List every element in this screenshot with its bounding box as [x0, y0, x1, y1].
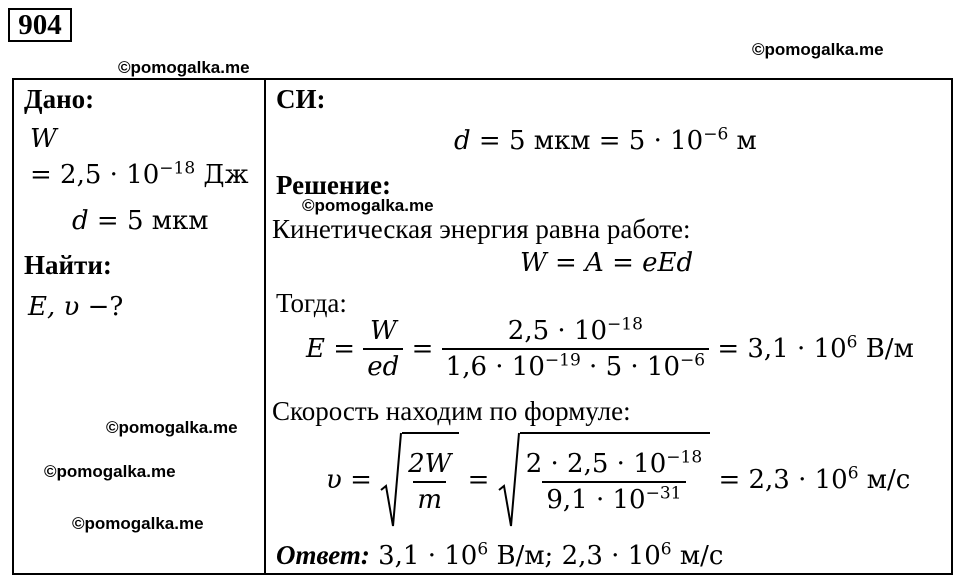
eq2-f1-den: m: [413, 481, 446, 515]
find-heading: Найти:: [24, 250, 112, 280]
watermark: ©pomogalka.me: [72, 514, 204, 533]
eq1-f2-num: $2,5 \cdot 10^{-18}$: [507, 314, 643, 346]
eq2-sqrt-1: [380, 432, 459, 528]
solution-line-2: Тогда:: [276, 288, 347, 318]
solution-line-3: Скорость находим по формуле:: [272, 396, 631, 426]
radical-sign-icon: [498, 432, 520, 528]
given-w-var: W: [30, 124, 57, 154]
eq1-equals: =: [411, 334, 434, 364]
solution-line-1: Кинетическая энергия равна работе:: [272, 214, 691, 244]
eq1-f1-den: ed: [363, 348, 403, 382]
watermark: ©pomogalka.me: [44, 462, 176, 481]
eq1-fraction-2: [442, 316, 709, 382]
eq1-f1-num: W: [369, 316, 397, 346]
radical-sign-icon: [380, 432, 402, 528]
eq2-lhs: υ =: [326, 465, 372, 495]
eq1-result: = $3,1 \cdot 10^6$ В/м: [717, 332, 914, 364]
eq2-f2-num: $2 \cdot 2,5 \cdot 10^{-18}$: [525, 447, 703, 479]
eq1-lhs: E =: [306, 334, 356, 364]
eq1-fraction-1: [363, 316, 403, 382]
eq2-f1-num: 2W: [408, 449, 452, 479]
problem-number: 904: [8, 8, 72, 42]
solution-heading: Решение:: [276, 170, 391, 200]
answer: Ответ: $3,1 \cdot 10^6$ В/м; $2,3 \cdot 10^6$ м/с: [276, 539, 724, 571]
given-w-value: = $2,5 \cdot 10^{-18}$ Дж: [30, 158, 249, 190]
eq1-f2-den: $1,6 \cdot 10^{-19} \cdot 5 \cdot 10^{-6}$: [442, 348, 709, 382]
eq2-sqrt-2: [498, 432, 710, 528]
given-d: d = 5 мкм: [72, 206, 209, 236]
eq2-result: = $2,3 \cdot 10^6$ м/с: [718, 463, 911, 495]
column-divider: [264, 78, 266, 575]
watermark: ©pomogalka.me: [118, 58, 250, 77]
si-conversion: d = 5 мкм = $5 \cdot 10^{-6}$ м: [454, 124, 757, 156]
watermark: ©pomogalka.me: [302, 196, 434, 215]
answer-label: Ответ:: [276, 540, 370, 570]
find-vars: E, υ −?: [28, 292, 124, 322]
equation-velocity: [326, 432, 910, 528]
given-heading: Дано:: [24, 84, 95, 114]
si-heading: СИ:: [276, 84, 326, 114]
eq2-equals: =: [467, 465, 490, 495]
watermark: ©pomogalka.me: [106, 418, 238, 437]
eq2-f2-den: $9,1 \cdot 10^{-31}$: [542, 481, 685, 515]
watermark: ©pomogalka.me: [752, 40, 884, 59]
formula-energy: W = A = eEd: [520, 248, 694, 278]
equation-field-strength: [306, 316, 914, 382]
